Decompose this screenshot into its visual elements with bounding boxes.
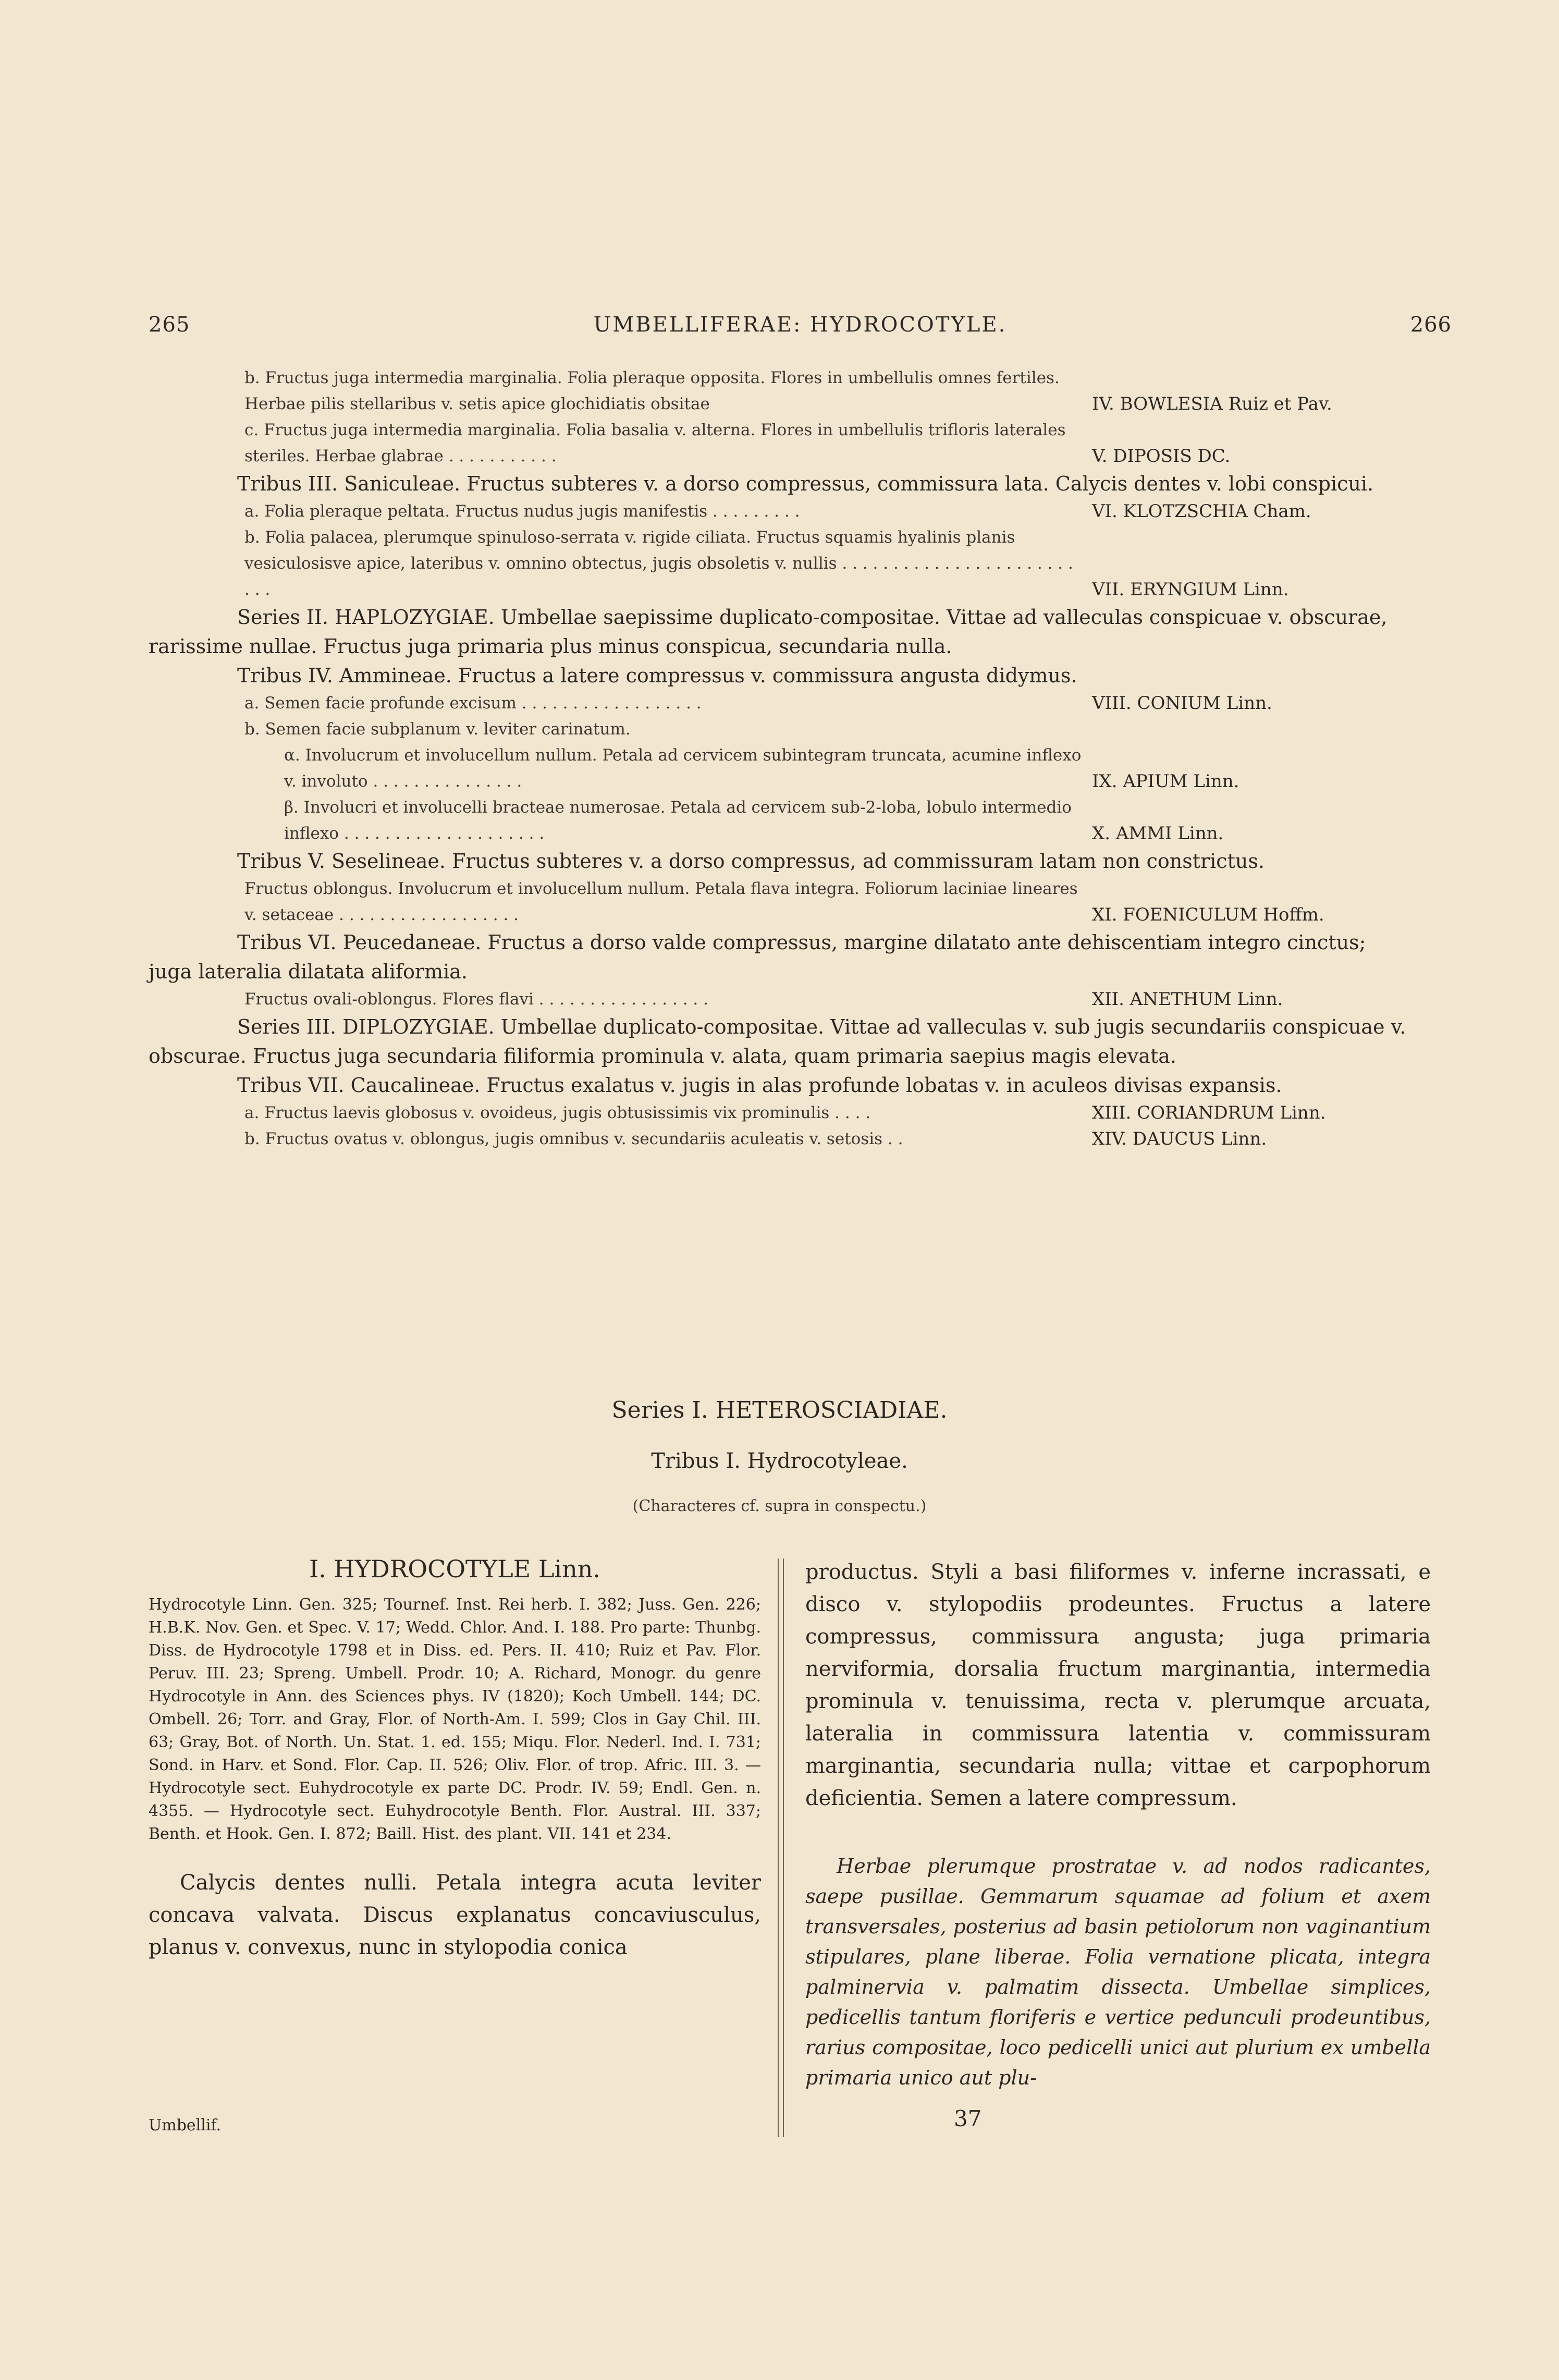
generic-key [149,365,1415,1152]
key-description: a. Fructus laevis globosus v. ovoideus, jugis obtusissimis vix prominulis . . . . [244,1103,871,1122]
key-entry [149,365,1415,417]
tribus-heading: Tribus V. Seselineae. Fructus subteres v. a dorso compressus, ad commissuram latam non constrictus. [237,850,1265,873]
series-heading: Series III. DIPLOZYGIAE. Umbellae duplicato-compositae. Vittae ad valleculas v. sub jugis secundariis conspicuae v. obscurae. Fructus juga secundaria filiformia prominula v. alata, quam primaria saepius magis elevata. [149,1015,1406,1068]
right-page-number: 266 [1410,313,1452,337]
tribus-heading: Tribus IV. Ammineae. Fructus a latere compressus v. commissura angusta didymus. [237,664,1077,687]
habit-description: Herbae plerumque prostratae v. ad nodos radicantes, saepe pusillae. Gemmarum squamae ad folium et axem transversales, posterius ad basin petiolorum non vaginantium stipulares, plane liberae. Folia vernatione plicata, integra palminervia v. palmatim dissecta. Umbellae simplices, pedicellis tantum floriferis e vertice pedunculi prodeuntibus, rarius compositae, loco pedicelli unici aut plurium ex umbella primaria unico aut plu- [805,1855,1431,2089]
key-genus: IX. APIUM Linn. [1092,771,1239,792]
key-entry [149,498,1415,524]
key-genus: VI. KLOTZSCHIA Cham. [1092,501,1311,522]
section-note: (Characteres cf. supra in conspectu.) [632,1497,927,1515]
key-description: a. Semen facie profunde excisum . . . . . . . . . . . . . . . . . . [244,694,702,713]
tribus-heading: Tribus VI. Peucedaneae. Fructus a dorso valde compressus, margine dilatato ante dehiscentiam integro cinctus; juga lateralia dilatata aliformia. [149,931,1366,983]
section-tribus-title: Tribus I. Hydrocotyleae. [651,1449,908,1473]
key-description: b. Fructus juga intermedia marginalia. Folia pleraque opposita. Flores in umbellulis omnes fertiles. Herbae pilis stellaribus v. setis apice glochidiatis obsitae [244,369,1060,413]
key-entry [149,742,1415,794]
signature-mark: Umbellif. [149,2116,222,2134]
key-description: β. Involucri et involucelli bracteae numerosae. Petala ad cervicem sub-2-loba, lobulo intermedio inflexo . . . . . . . . . . . . . . . . . . . . [284,798,1072,843]
key-description: b. Semen facie subplanum v. leviter carinatum. [244,720,631,739]
key-genus: IV. BOWLESIA Ruiz et Pav. [1092,394,1332,414]
key-description: b. Folia palacea, plerumque spinuloso-serrata v. rigide ciliata. Fructus squamis hyalinis planis vesiculosisve apice, lateribus v. omnino obtectus, jugis obsoletis v. nullis . . . . . . . . . . . . . . . . . . . . . . . . . . [244,528,1073,599]
synonymy: Hydrocotyle Linn. Gen. 325; Tournef. Inst. Rei herb. I. 382; Juss. Gen. 226; H.B.K. Nov. Gen. et Spec. V. 17; Wedd. Chlor. And. I. 188. Pro parte: Thunbg. Diss. de Hydrocotyle 1798 et in Diss. ed. Pers. II. 410; Ruiz et Pav. Flor. Peruv. III. 23; Spreng. Umbell. Prodr. 10; A. Richard, Monogr. du genre Hydrocotyle in Ann. des Sciences phys. IV (1820); Koch Umbell. 144; DC. Ombell. 26; Torr. and Gray, Flor. of North-Am. I. 599; Clos in Gay Chil. III. 63; Gray, Bot. of North. Un. Stat. 1. ed. 155; Miqu. Flor. Nederl. Ind. I. 731; Sond. in Harv. et Sond. Flor. Cap. II. 526; Oliv. Flor. of trop. Afric. III. 3. — Hydrocotyle sect. Euhydrocotyle ex parte DC. Prodr. IV. 59; Endl. Gen. n. 4355. — Hydrocotyle sect. Euhydrocotyle Benth. Flor. Austral. III. 337; Benth. et Hook. Gen. I. 872; Baill. Hist. des plant. VII. 141 et 234. [149,1596,761,1843]
key-entry [149,1100,1415,1126]
key-entry [149,716,1415,742]
section-series-title: Series I. HETEROSCIADIAE. [611,1397,948,1424]
genus-description-start: Calycis dentes nulli. Petala integra acuta leviter concava valvata. Discus explanatus concaviusculus, planus v. convexus, nunc in stylopodia conica [149,1871,761,1959]
left-column [149,1556,761,1964]
left-page-number: 265 [149,313,190,337]
key-description: a. Folia pleraque peltata. Fructus nudus jugis manifestis . . . . . . . . . [244,502,800,521]
key-genus: VIII. CONIUM Linn. [1092,693,1272,714]
key-description: Fructus ovali-oblongus. Flores flavi . . . . . . . . . . . . . . . . . [244,990,708,1009]
key-genus: X. AMMI Linn. [1092,823,1224,844]
key-entry [149,794,1415,847]
running-header [149,313,1452,337]
key-entry [149,524,1415,603]
key-entry [149,690,1415,716]
key-genus: XI. FOENICULUM Hoffm. [1092,904,1324,925]
key-description: b. Fructus ovatus v. oblongus, jugis omnibus v. secundariis aculeatis v. setosis . . [244,1130,903,1148]
key-description: c. Fructus juga intermedia marginalia. Folia basalia v. alterna. Flores in umbellulis trifloris laterales steriles. Herbae glabrae . . . . . . . . . . . [244,421,1066,465]
key-genus: XIV. DAUCUS Linn. [1092,1128,1267,1149]
tribus-heading: Tribus III. Saniculeae. Fructus subteres v. a dorso compressus, commissura lata. Calycis dentes v. lobi conspicui. [237,472,1374,495]
tribus-heading: Tribus VII. Caucalineae. Fructus exalatus v. jugis in alas profunde lobatas v. in aculeos divisas expansis. [237,1074,1282,1097]
key-entry [149,876,1415,928]
genus-title: I. HYDROCOTYLE Linn. [309,1555,600,1583]
column-divider [778,1559,784,2137]
key-genus: VII. ERYNGIUM Linn. [1092,579,1289,600]
genus-description-continued: productus. Styli a basi filiformes v. inferne incrassati, e disco v. stylopodiis prodeuntes. Fructus a latere compressus, commissura angusta; juga primaria nerviformia, dorsalia fructum marginantia, intermedia prominula v. tenuissima, recta v. plerumque arcuata, lateralia in commissura latentia v. commissuram marginantia, secundaria nulla; vittae et carpophorum deficientia. Semen a latere compressum. [805,1560,1431,1810]
sheet-number: 37 [954,2106,982,2131]
key-genus: V. DIPOSIS DC. [1092,446,1231,467]
series-heading: Series II. HAPLOZYGIAE. Umbellae saepissime duplicato-compositae. Vittae ad valleculas conspicuae v. obscurae, rarissime nullae. Fructus juga primaria plus minus conspicua, secundaria nulla. [149,606,1388,658]
key-genus: XII. ANETHUM Linn. [1092,989,1283,1010]
key-genus: XIII. CORIANDRUM Linn. [1092,1102,1326,1123]
running-title: UMBELLIFERAE: HYDROCOTYLE. [593,313,1007,337]
key-entry [149,986,1415,1012]
right-column [805,1556,1431,2093]
key-entry [149,1126,1415,1152]
key-description: Fructus oblongus. Involucrum et involucellum nullum. Petala flava integra. Foliorum laciniae lineares v. setaceae . . . . . . . . . . . . . . . . . . [244,879,1078,924]
key-description: α. Involucrum et involucellum nullum. Petala ad cervicem subintegram truncata, acumine inflexo v. involuto . . . . . . . . . . . . . . . [284,746,1082,791]
key-entry [149,417,1415,469]
